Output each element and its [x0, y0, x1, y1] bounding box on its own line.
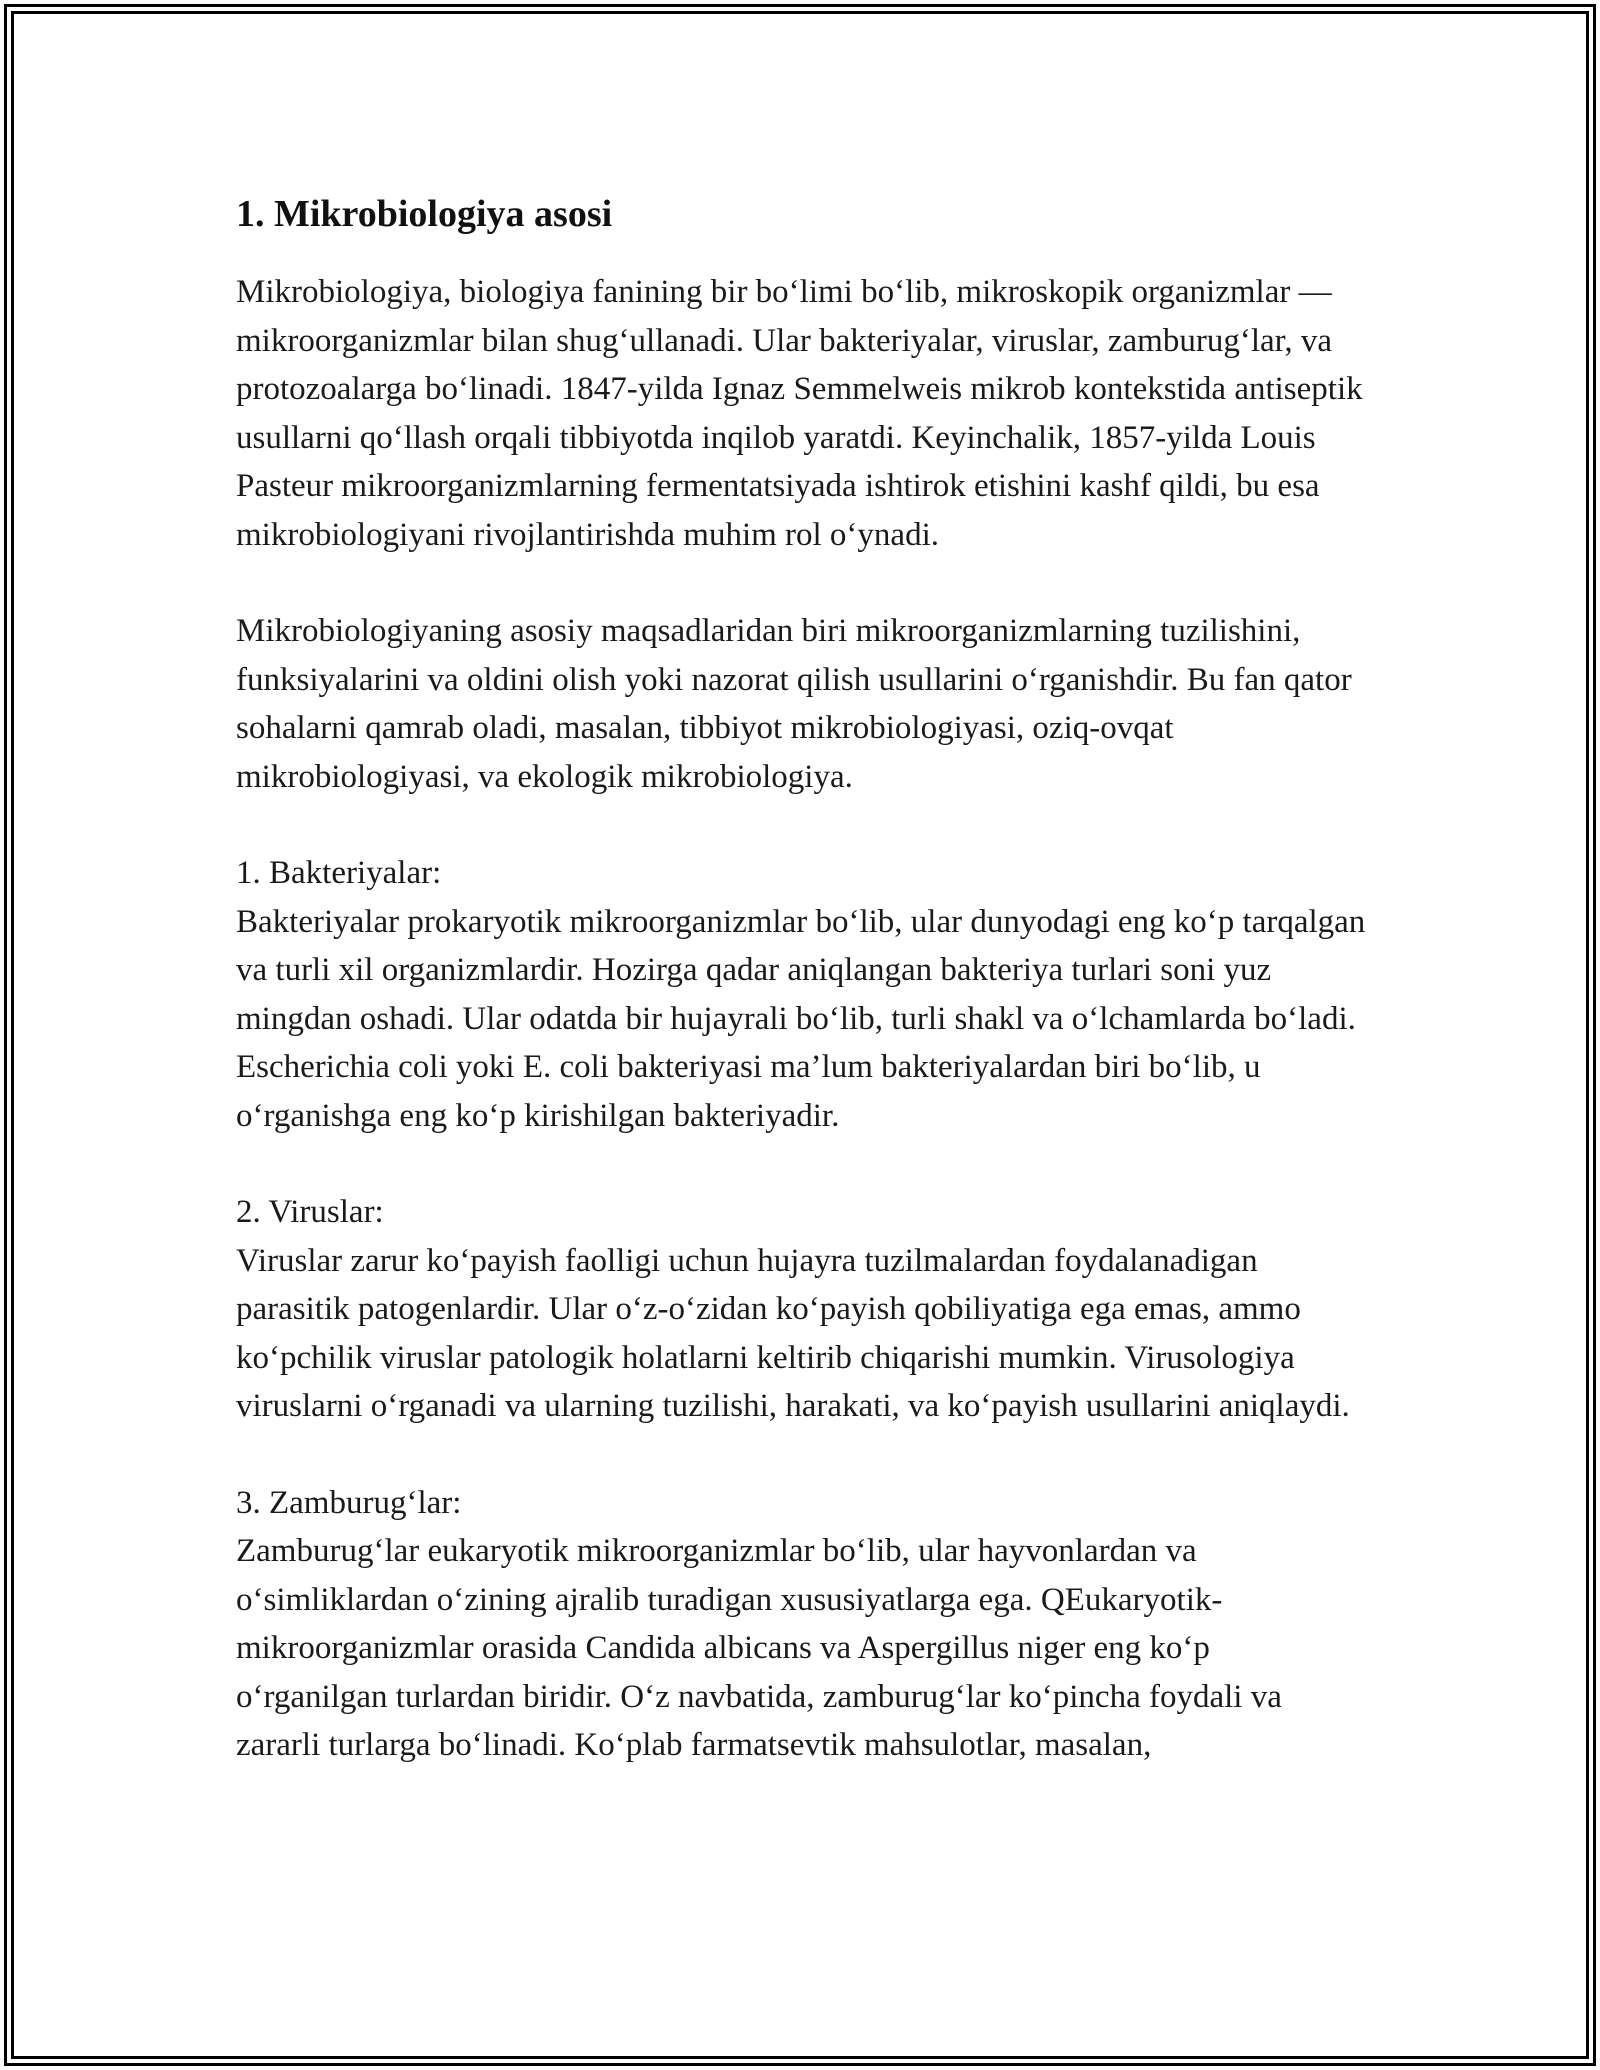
section-heading: 3. Zamburug‘lar:: [236, 1484, 462, 1521]
section-heading: 2. Viruslar:: [236, 1194, 384, 1230]
section-body: Viruslar zarur ko‘payish faolligi uchun hujayra tuzilmalardan foydalanadigan parasitik patogenlardir. Ular o‘z-o‘zidan ko‘payish qobiliyatiga ega emas, ammo ko‘pchilik viruslar patologik holatlarni keltirib chiqarishi mumkin. Virusologiya viruslarni o‘rganadi va ularning tuzilishi, harakati, va ko‘payish usullarini aniqlaydi.: [236, 1242, 1350, 1424]
document-body: [236, 186, 1366, 1818]
intro-paragraph-1: Mikrobiologiya, biologiya fanining bir bo‘limi bo‘lib, mikroskopik organizmlar — mikroorganizmlar bilan shug‘ullanadi. Ular bakteriyalar, viruslar, zamburug‘lar, va protozoalarga bo‘linadi. 1847-yilda Ignaz Semmelweis mikrob kontekstida antiseptik usullarni qo‘llash orqali tibbiyotda inqilob yaratdi. Keyinchalik, 1857-yilda Louis Pasteur mikroorganizmlarning fermentatsiyada ishtirok etishini kashf qildi, bu esa mikrobiologiyani rivojlantirishda muhim rol o‘ynadi.: [236, 274, 1363, 553]
section-body: Bakteriyalar prokaryotik mikroorganizmlar bo‘lib, ular dunyodagi eng ko‘p tarqalgan va turli xil organizmlardir. Hozirga qadar aniqlangan bakteriya turlari soni yuz mingdan oshadi. Ular odatda bir hujayrali bo‘lib, turli shakl va o‘lchamlarda bo‘ladi. Escherichia coli yoki E. coli bakteriyasi ma’lum bakteriyalardan biri bo‘lib, u o‘rganishga eng ko‘p kirishilgan bakteriyadir.: [236, 903, 1366, 1134]
section-viruslar: [236, 1188, 1366, 1431]
section-body: Zamburug‘lar eukaryotik mikroorganizmlar bo‘lib, ular hayvonlardan va o‘simliklardan o‘zining ajralib turadigan xususiyatlarga ega. QEukaryotik-mikroorganizmlar orasida Candida albicans va Aspergillus niger eng ko‘p o‘rganilgan turlardan biridir. O‘z navbatida, zamburug‘lar ko‘pincha foydali va zararli turlarga bo‘linadi. Ko‘plab farmatsevtik mahsulotlar, masalan,: [236, 1533, 1282, 1763]
section-bakteriyalar: [236, 849, 1366, 1140]
section-heading: 1. Bakteriyalar:: [236, 855, 442, 891]
section-zamburuglar: [236, 1479, 1366, 1770]
document-title: 1. Mikrobiologiya asosi: [236, 193, 613, 235]
intro-paragraph-2: Mikrobiologiyaning asosiy maqsadlaridan biri mikroorganizmlarning tuzilishini, funksiyalarini va oldini olish yoki nazorat qilish usullarini o‘rganishdir. Bu fan qator sohalarni qamrab oladi, masalan, tibbiyot mikrobiologiyasi, oziq-ovqat mikrobiologiyasi, va ekologik mikrobiologiya.: [236, 613, 1352, 795]
